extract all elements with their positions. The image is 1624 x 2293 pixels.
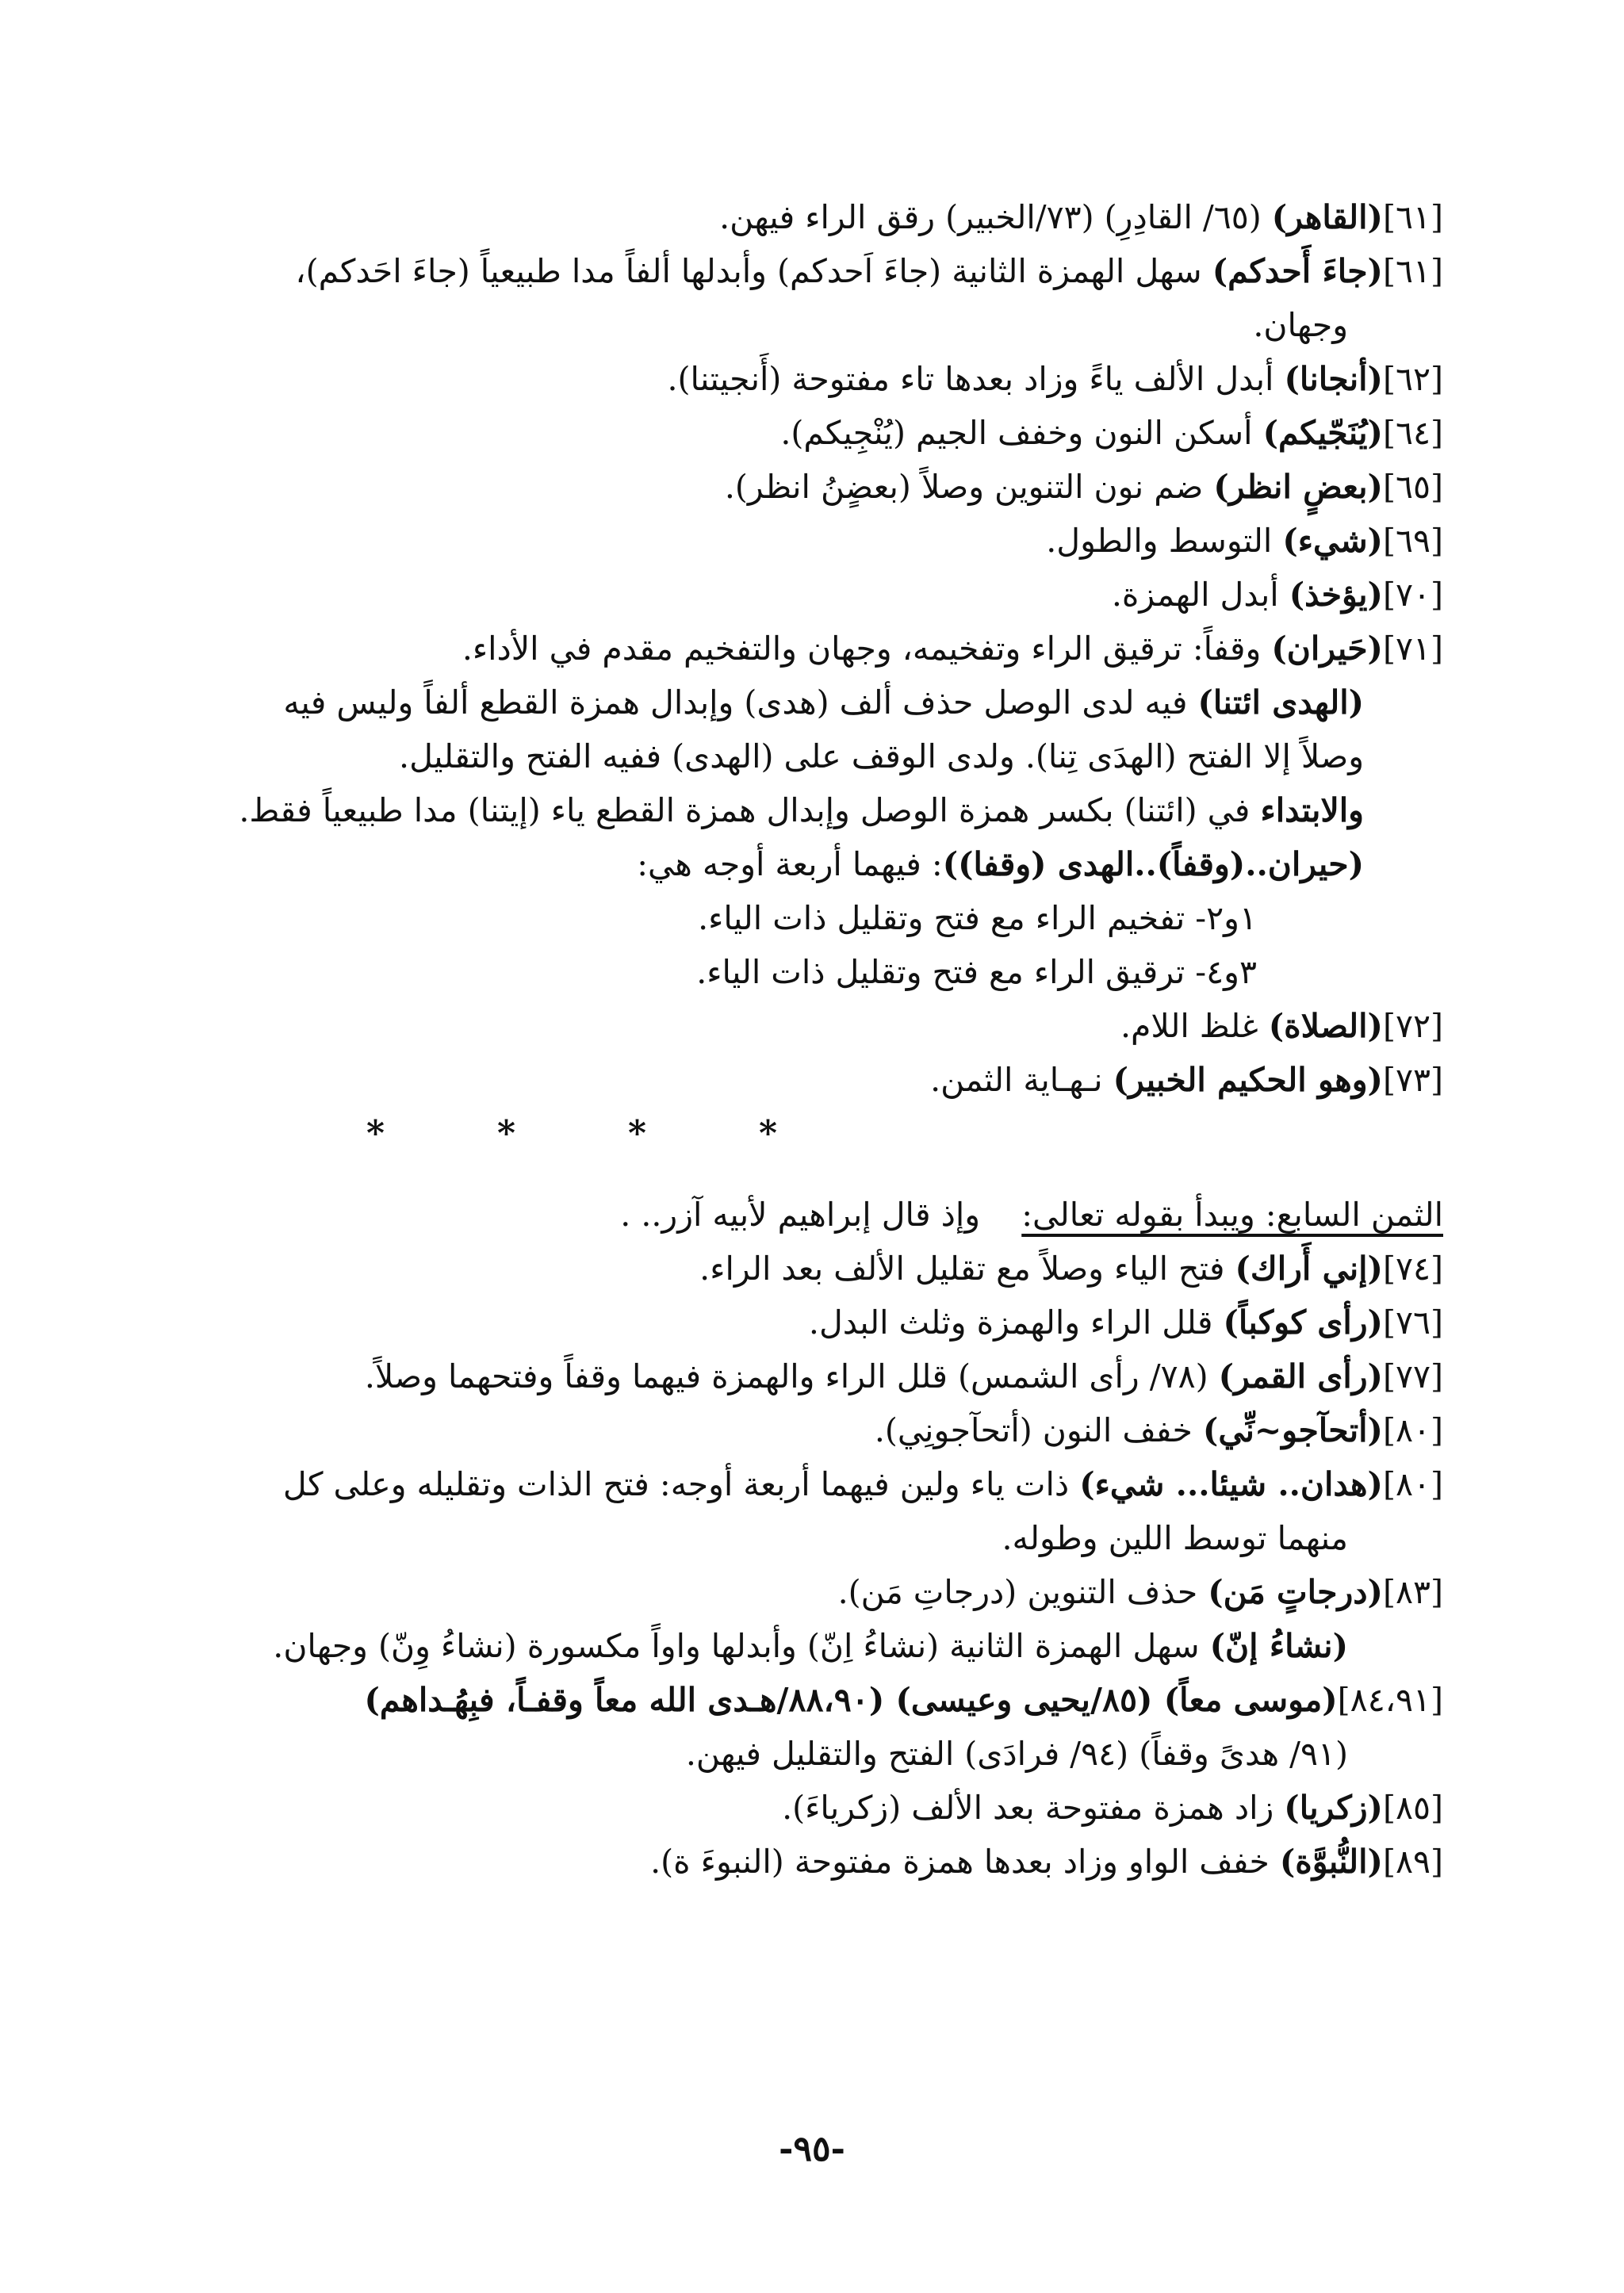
note-line (194, 729, 1443, 783)
verse-ref: [٦٢] (1382, 360, 1443, 398)
continuation-line (194, 1727, 1443, 1781)
entry-line-80a (194, 1403, 1443, 1457)
entry-text: قلل الراء والهمزة وثلث البدل. (808, 1303, 1224, 1342)
divider-star: * (366, 1113, 385, 1154)
verse-ref: [٧٦] (1382, 1303, 1443, 1342)
entry-line-80b (194, 1457, 1443, 1511)
verse-word: (هدان.. شيئا... شيء) (1079, 1465, 1383, 1503)
entry-text: وجهان. (1253, 306, 1348, 344)
entry-line-69 (194, 514, 1443, 568)
verse-word: (إني أَراك) (1235, 1250, 1383, 1288)
verse-word: (وهو الحكيم الخبير) (1113, 1061, 1383, 1099)
verse-word: (الصلاة) (1268, 1007, 1383, 1045)
entry-text: في (ائتنا) بكسر همزة الوصل وإبدال همزة القطع ياء (إيتنا) مدا طبيعياً فقط. (239, 791, 1261, 829)
entry-text: وصلاً إلا الفتح (الهدَى تِنا). ولدى الوقف على (الهدى) ففيه الفتح والتقليل. (399, 737, 1364, 775)
verse-ref: [٧١] (1382, 630, 1443, 668)
entry-line-70 (194, 568, 1443, 622)
verse-word: (أتحآجو~نِّي) (1202, 1411, 1383, 1449)
entry-text: سهل الهمزة الثانية (نشاءُ اِنّ) وأبدلها واواً مكسورة (نشاءُ وِنّ) وجهان. (273, 1627, 1210, 1665)
verse-word: (يؤخذ) (1289, 576, 1383, 614)
divider-star: * (627, 1113, 646, 1154)
verse-word: (شيء) (1282, 522, 1383, 560)
verse-ref: [٧٤] (1382, 1250, 1443, 1288)
verse-ref: [٧٢] (1382, 1007, 1443, 1045)
verse-word: (يُنَجّيكم) (1262, 414, 1383, 452)
entry-line-84 (194, 1673, 1443, 1727)
verse-ref: [٦٤] (1382, 414, 1443, 452)
verse-word: (موسى معاً) (1163, 1681, 1338, 1719)
entry-line-76 (194, 1296, 1443, 1349)
verse-word: (زكريا) (1284, 1789, 1383, 1827)
entry-text: أبدل الألف ياءً وزاد بعدها تاء مفتوحة (أَنجيتنا). (667, 360, 1285, 398)
entry-text: خفف الواو وزاد بعدها همزة مفتوحة (النبوءَ ة). (650, 1843, 1280, 1881)
entry-text: (٧٨/ رأى الشمس) قلل الراء والهمزة فيهما وقفاً وفتحهما وصلاً. (364, 1357, 1219, 1395)
verse-word: (رأى القمر) (1218, 1357, 1383, 1395)
entry-text: زاد همزة مفتوحة بعد الألف (زكرياءَ). (782, 1789, 1285, 1827)
verse-word: (درجاتٍ مَن) (1208, 1573, 1383, 1611)
entry-text: ١و٢- تفخيم الراء مع فتح وتقليل ذات الياء. (698, 899, 1257, 937)
verse-ref: [٨٣] (1382, 1573, 1443, 1611)
verse-word: والابتداء (1260, 791, 1364, 829)
note-line (194, 676, 1443, 729)
verse-ref: [٨٤،٩١] (1337, 1681, 1443, 1719)
verse-ref: [٨٠] (1382, 1465, 1443, 1503)
entry-text: (٨٥/يحيى وعيسى) (٨٨،٩٠/هـدى الله معاً وقفـاً، فبِهُـداهم) (364, 1681, 1164, 1719)
note-line (194, 837, 1443, 891)
entry-line-61a (194, 190, 1443, 244)
entry-line-89 (194, 1835, 1443, 1889)
note-subline (194, 891, 1443, 945)
verse-ref: [٨٥] (1382, 1789, 1443, 1827)
note-subline (194, 945, 1443, 999)
entry-text: سهل الهمزة الثانية (جاءَ اَحدكم) وأبدلها ألفاً مدا طبيعياً (جاءَ احَدكم)، (295, 252, 1212, 290)
section-quote: وإذ قال إبراهيم لأبيه آزر.. . (620, 1196, 981, 1234)
verse-word: (حيران..(وقفاً)..الهدى (وقفا)) (942, 845, 1364, 883)
verse-ref: [٨٠] (1382, 1411, 1443, 1449)
entry-text: فتح الياء وصلاً مع تقليل الألف بعد الراء. (699, 1250, 1235, 1288)
entry-text: منهما توسط اللين وطوله. (1002, 1519, 1348, 1557)
note-line (194, 1619, 1443, 1673)
entry-text: (٦٥/ القادِرِ) (٧٣/الخبير) رقق الراء فيهن. (719, 198, 1272, 236)
verse-word: (حَيران) (1271, 630, 1383, 668)
verse-word: (نشاءُ إنّ) (1209, 1627, 1348, 1665)
entry-text: نـهـاية الثمن. (930, 1061, 1113, 1099)
verse-ref: [٨٩] (1382, 1843, 1443, 1881)
verse-word: (أنجانا) (1284, 360, 1383, 398)
entry-text: حذف التنوين (درجاتِ مَن). (837, 1573, 1208, 1611)
divider-star: * (496, 1113, 515, 1154)
entry-text: فيه لدى الوصل حذف ألف (هدى) وإبدال همزة القطع ألفاً وليس فيه (283, 683, 1198, 722)
entry-line-74 (194, 1242, 1443, 1296)
verse-word: (الهدى ائتنا) (1197, 683, 1364, 722)
verse-ref: [٦٩] (1382, 522, 1443, 560)
verse-ref: [٧٧] (1382, 1357, 1443, 1395)
section-divider (194, 1107, 1443, 1161)
entry-line-83 (194, 1565, 1443, 1619)
divider-star: * (758, 1113, 777, 1154)
entry-line-62 (194, 352, 1443, 406)
entry-line-73 (194, 1053, 1443, 1107)
entry-text: غلظ اللام. (1120, 1007, 1269, 1045)
entry-line-65 (194, 460, 1443, 514)
entry-line-85 (194, 1781, 1443, 1835)
section-title: الثمن السابع: ويبدأ بقوله تعالى: (1021, 1196, 1443, 1234)
note-line (194, 783, 1443, 837)
entry-text: ذات ياء ولين فيهما أربعة أوجه: فتح الذات وتقليله وعلى كل (282, 1465, 1080, 1503)
entry-text: أسكن النون وخفف الجيم (يُنْجِيكم). (780, 414, 1263, 452)
page-body (194, 190, 1443, 1889)
entry-text: (٩١/ هدىً وقفاً) (٩٤/ فرادَى) الفتح والتقليل فيهن. (685, 1735, 1348, 1773)
entry-text: خفف النون (أتحآجونِي). (874, 1411, 1203, 1449)
verse-ref: [٧٣] (1382, 1061, 1443, 1099)
verse-ref: [٦١] (1382, 198, 1443, 236)
entry-text: ٣و٤- ترقيق الراء مع فتح وتقليل ذات الياء. (696, 953, 1257, 991)
entry-text: وقفاً: ترقيق الراء وتفخيمه، وجهان والتفخيم مقدم في الأداء. (462, 630, 1272, 668)
verse-ref: [٦١] (1382, 252, 1443, 290)
verse-word: (رأى كوكباً) (1223, 1303, 1383, 1342)
entry-text: أبدل الهمزة. (1111, 576, 1289, 614)
entry-text: التوسط والطول. (1046, 522, 1283, 560)
verse-ref: [٧٠] (1382, 576, 1443, 614)
verse-word: (جاءَ أَحدكم) (1212, 252, 1383, 290)
entry-line-72 (194, 999, 1443, 1053)
entry-line-77 (194, 1349, 1443, 1403)
entry-line-64 (194, 406, 1443, 460)
verse-word: (بعضٍ انظر) (1213, 468, 1383, 506)
section-heading (194, 1188, 1443, 1242)
spacer (194, 1161, 1443, 1188)
continuation-line (194, 1511, 1443, 1565)
page-number: -٩٥- (779, 2129, 845, 2169)
entry-line-71 (194, 622, 1443, 676)
entry-text: ضم نون التنوين وصلاً (بعضٍنُ انظر). (724, 468, 1214, 506)
entry-line-61b (194, 244, 1443, 298)
verse-word: (النُّبوَّة) (1279, 1843, 1383, 1881)
entry-text: : فيهما أربعة أوجه هي: (637, 845, 943, 883)
continuation-line (194, 298, 1443, 352)
verse-ref: [٦٥] (1382, 468, 1443, 506)
verse-word: (القاهر) (1271, 198, 1383, 236)
